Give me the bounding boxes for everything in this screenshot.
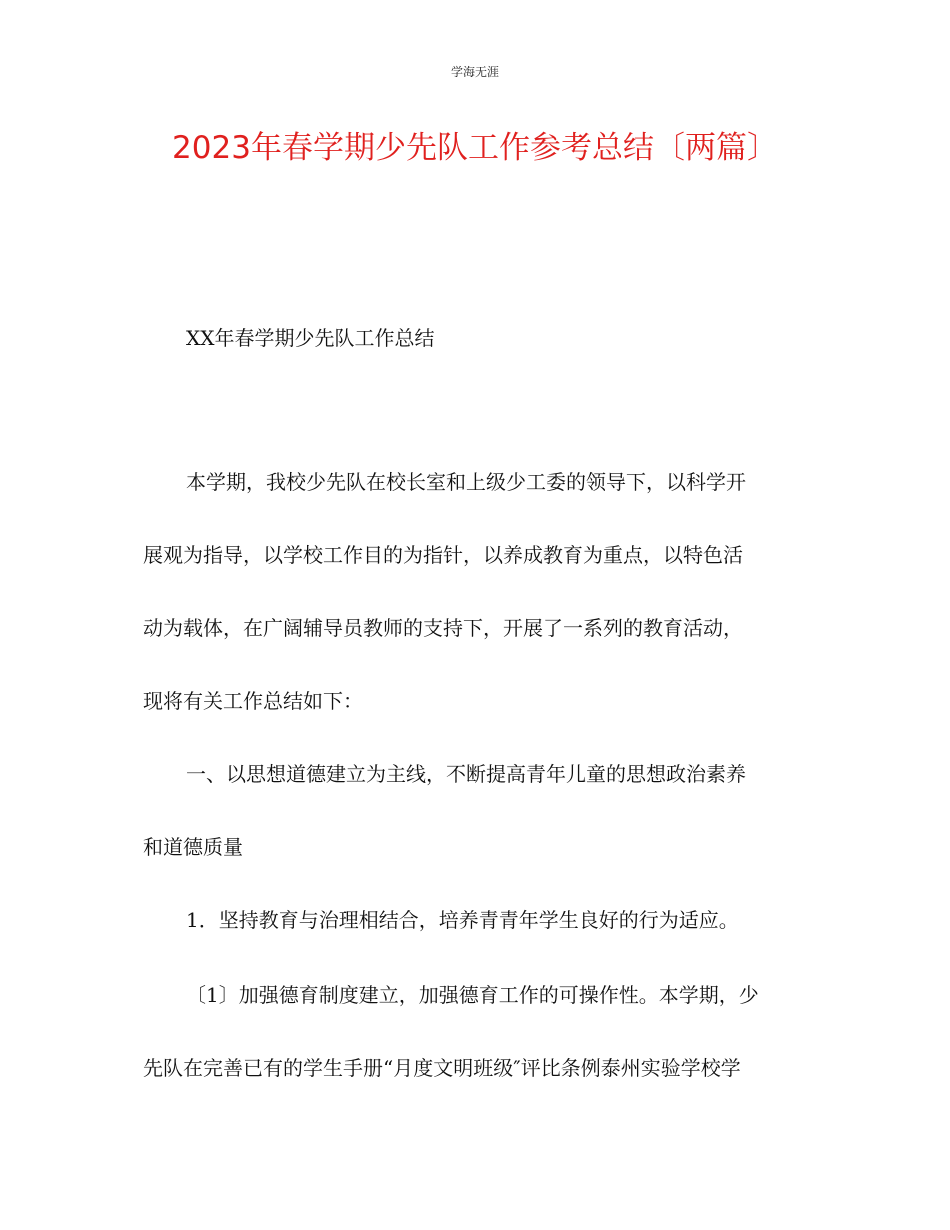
paragraph-line: 一、以思想道德建立为主线，不断提高青年儿童的思想政治素养 xyxy=(186,762,746,786)
document-title: 2023年春学期少先队工作参考总结〔两篇〕 xyxy=(172,130,778,166)
paragraph-line: 动为载体，在广阔辅导员教师的支持下，开展了一系列的教育活动， xyxy=(143,616,743,640)
paragraph-line: 和道德质量 xyxy=(143,835,243,859)
page-header: 学海无涯 xyxy=(450,65,499,79)
paragraph-line: 展观为指导，以学校工作目的为指针，以养成教育为重点，以特色活 xyxy=(143,543,743,567)
paragraph-line: 先队在完善已有的学生手册“月度文明班级″评比条例泰州实验学校学 xyxy=(143,1056,741,1080)
paragraph-line: 1．坚持教育与治理相结合，培养青青年学生良好的行为适应。 xyxy=(186,908,739,932)
paragraph-line: 〔1〕加强德育制度建立，加强德育工作的可操作性。本学期，少 xyxy=(186,983,759,1007)
paragraph-line: 现将有关工作总结如下： xyxy=(143,689,363,713)
section-heading: XX年春学期少先队工作总结 xyxy=(186,326,435,350)
paragraph-line: 本学期，我校少先队在校长室和上级少工委的领导下，以科学开 xyxy=(186,470,746,494)
